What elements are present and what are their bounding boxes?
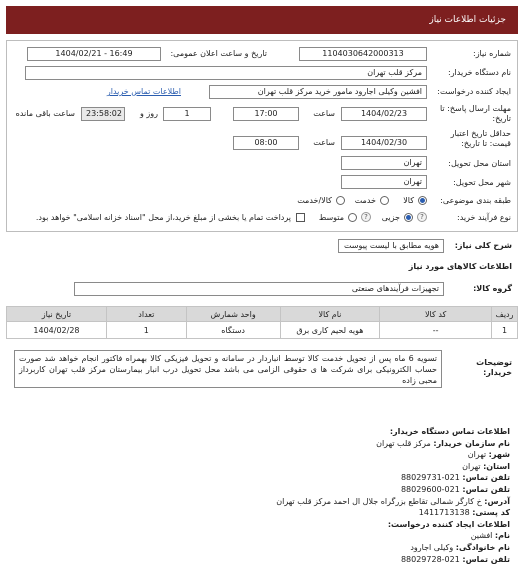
process-label: نوع فرآیند خرید: [457,213,511,222]
announce-label: تاریخ و ساعت اعلان عمومی: [170,49,267,58]
days-field[interactable]: 1 [163,107,211,121]
table-row[interactable] [7,322,518,339]
col-index: ردیف [492,307,518,322]
goods-table-header [7,307,518,322]
validity-time-field[interactable]: 08:00 [233,136,299,150]
row-unit: دستگاه [186,322,280,339]
deadline-label: مهلت ارسال پاسخ: تا تاریخ: [439,104,511,123]
summary-label: شرح کلی نیاز: [454,241,512,250]
buyer-field[interactable]: مرکز قلب تهران [25,66,427,80]
summary-field[interactable]: هویه مطابق با لیست پیوست [338,239,444,253]
contact-phone: تلفن تماس: 021-88029731 [400,473,510,483]
col-name: نام کالا [280,307,380,322]
buyer-contact-section [10,426,510,565]
deadline-time-label: ساعت [313,109,335,118]
process-minor-radio[interactable] [404,213,413,222]
validity-label: حداقل تاریخ اعتبار قیمت: تا تاریخ: [450,129,511,148]
contact-province: استان: تهران [462,461,510,471]
page-header [6,6,518,34]
contact-city: شهر: تهران [467,450,510,460]
buyer-contact-link[interactable]: اطلاعات تماس خریدار [106,87,181,96]
contact-phone-2: تلفن تماس: 021-88029600 [400,484,510,494]
row-code: -- [380,322,492,339]
contact-address: آدرس: خ کارگر شمالی تقاطع بزرگراه جلال ال احمد مرکز قلب تهران [276,496,510,506]
province-label: استان محل تحویل: [448,159,511,168]
remaining-time-field: 23:58:02 [81,107,125,121]
need-number-label: شماره نیاز: [473,49,511,58]
notes-label: توضیحات خریدار: [476,358,512,377]
creator-field[interactable]: افشین وکیلی اجارود مامور خرید مرکز قلب تهران [209,85,427,99]
col-date: تاریخ نیاز [7,307,107,322]
category-goods-label: کالا [403,196,414,205]
buyer-label: نام دستگاه خریدار: [448,68,511,77]
category-both-radio[interactable] [336,196,345,205]
treasury-payment-checkbox[interactable] [296,213,305,222]
city-label: شهر محل تحویل: [453,178,511,187]
category-service-label: خدمت [354,196,376,205]
category-both-label: کالا/خدمت [297,196,332,205]
row-index: 1 [492,322,518,339]
row-qty: 1 [106,322,186,339]
city-field[interactable]: تهران [341,175,427,189]
remaining-label: ساعت باقی مانده [15,109,75,118]
notes-field: تسویه 6 ماه پس از تحویل خدمت کالا توسط انباردار در سامانه و تحویل فیزیکی کالا بهمراه فاکتور انجام خواهد شد صورت حساب الکترونیکی برای شرکت ها ی حقوقی الزامی می باشد محل تحویل درب انبار بیمارستان مرکز قلب تهران کاربرداز محبی زاده [14,350,442,388]
validity-time-label: ساعت [313,138,335,147]
goods-group-label: گروه کالا: [473,284,512,293]
col-unit: واحد شمارش [186,307,280,322]
category-service-radio[interactable] [380,196,389,205]
validity-date-field[interactable]: 1404/02/30 [341,136,427,150]
col-qty: تعداد [106,307,186,322]
contact-title: اطلاعات تماس دستگاه خریدار: [389,427,510,436]
province-field[interactable]: تهران [341,156,427,170]
category-goods-radio[interactable] [418,196,427,205]
process-medium-radio[interactable] [348,213,357,222]
question-icon[interactable]: ? [417,212,427,222]
announce-field[interactable]: 1404/02/21 - 16:49 [27,47,161,61]
goods-group-field[interactable]: تجهیزات فرآیندهای صنعتی [74,282,444,296]
page-title: جزئیات اطلاعات نیاز [429,15,506,25]
row-date: 1404/02/28 [7,322,107,339]
creator-title: اطلاعات ایجاد کننده درخواست: [387,519,510,529]
col-code: کد کالا [380,307,492,322]
goods-table [6,306,518,339]
contact-postal: کد پستی: 1411713138 [418,508,510,518]
process-minor-label: جزیی [381,213,400,222]
process-medium-label: متوسط [318,213,344,222]
row-name: هویه لحیم کاری برق [280,322,380,339]
creator-phone: تلفن تماس: 021-88029728 [400,554,510,564]
creator-name: نام: افشین [470,531,510,541]
question-icon[interactable]: ? [361,212,371,222]
days-label: روز و [140,109,158,118]
creator-label: ایجاد کننده درخواست: [437,87,511,96]
goods-section-title: اطلاعات کالاهای مورد نیاز [408,262,512,271]
treasury-payment-text: پرداخت تمام یا بخشی از مبلغ خرید،از محل "اسناد خزانه اسلامی" خواهد بود. [35,213,291,222]
contact-org: نام سازمان خریدار: مرکز قلب تهران [376,438,510,448]
category-label: طبقه بندی موضوعی: [440,196,511,205]
creator-family: نام خانوادگی: وکیلی اجارود [410,542,510,552]
deadline-date-field[interactable]: 1404/02/23 [341,107,427,121]
deadline-time-field[interactable]: 17:00 [233,107,299,121]
need-number-field[interactable]: 1104030642000313 [299,47,427,61]
need-details-panel [6,40,518,232]
